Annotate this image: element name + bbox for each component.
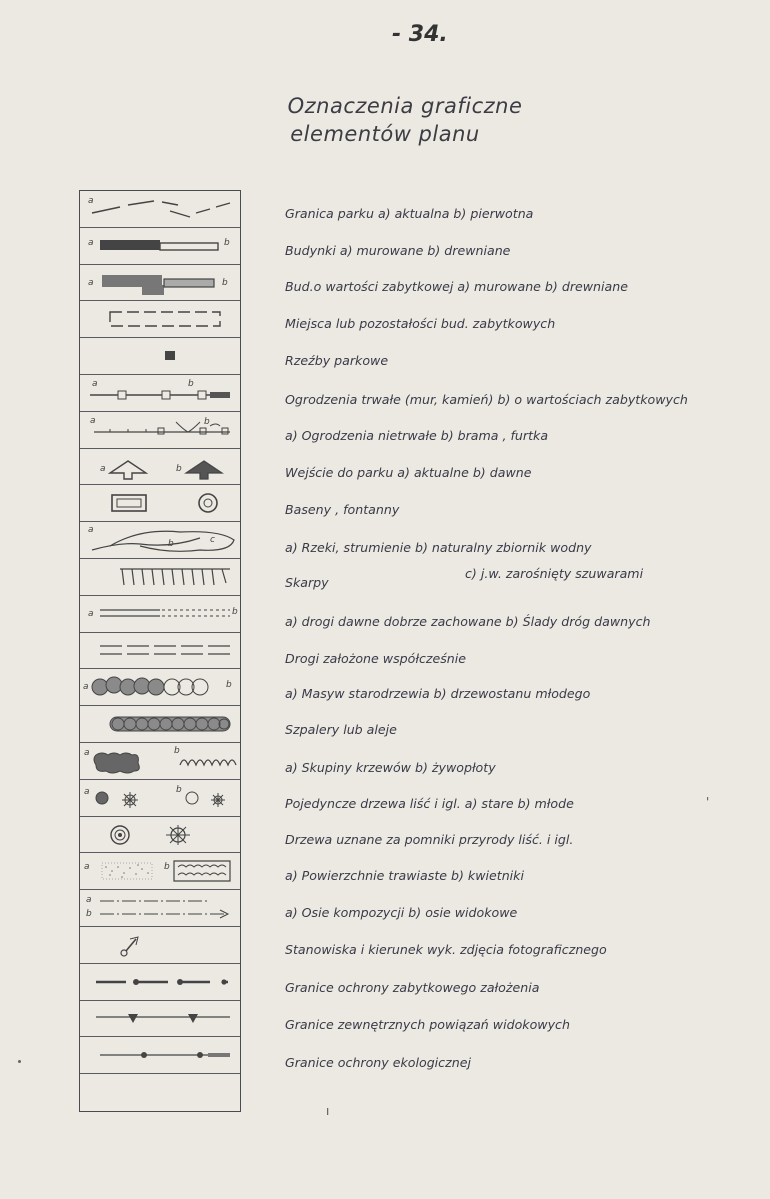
- desc-modern-roads: Drogi założone współcześnie: [285, 651, 467, 666]
- desc-permanent-fence: Ogrodzenia trwałe (mur, kamień) b) o wartościach zabytkowych: [285, 392, 688, 407]
- symbol-label-a: a: [88, 196, 94, 206]
- legend-row-escarpment: [80, 559, 240, 596]
- symbol-label-a: a: [84, 862, 90, 873]
- desc-photo-position: Stanowiska i kierunek wyk. zdjęcia fotograficznego: [285, 942, 607, 957]
- park-entrance-icon: [80, 449, 240, 485]
- legend-row-modern-roads: [80, 633, 240, 670]
- park-boundary-icon: [80, 191, 240, 227]
- modern-roads-icon: [80, 633, 240, 669]
- symbol-label-a: a: [83, 682, 89, 693]
- legend-row-tree-alley: [80, 706, 240, 743]
- desc-historic-remains: Miejsca lub pozostałości bud. zabytkowych: [285, 316, 556, 331]
- stray-mark: ': [706, 795, 710, 809]
- desc-escarpment-c: c) j.w. zarośnięty szuwarami: [465, 566, 644, 581]
- heritage-protection-icon: [80, 964, 240, 1000]
- legend-row-park-entrance: [80, 449, 240, 486]
- symbol-label-b: b: [168, 539, 174, 550]
- permanent-fence-icon: [80, 375, 240, 411]
- symbol-label-b: b: [174, 745, 180, 756]
- escarpment-icon: [80, 559, 240, 595]
- desc-buildings: Budynki a) murowane b) drewniane: [285, 243, 511, 258]
- symbol-label-a: a: [84, 786, 90, 797]
- symbol-label-a: a: [84, 747, 90, 758]
- buildings-icon: [80, 228, 240, 264]
- footer-mark: ı: [326, 1104, 330, 1118]
- legend-row-historic-buildings: [80, 265, 240, 302]
- title-line-1: Oznaczenia graficzne: [287, 94, 523, 118]
- desc-temporary-fence: a) Ogrodzenia nietrwałe b) brama , furtka: [285, 428, 549, 443]
- temporary-fence-icon: [80, 412, 240, 448]
- symbol-label-b: b: [222, 277, 228, 288]
- page-number: - 34.: [392, 22, 448, 47]
- legend-row-temporary-fence: [80, 412, 240, 449]
- desc-nature-monument: Drzewa uznane za pomniki przyrody liść. i igl.: [285, 832, 574, 847]
- symbol-label-a: a: [86, 895, 92, 906]
- desc-ecological-protection: Granice ochrony ekologicznej: [285, 1055, 471, 1070]
- legend-row-empty: [80, 1074, 240, 1111]
- single-trees-icon: [80, 780, 240, 816]
- pool-fountain-icon: [80, 485, 240, 521]
- legend-row-nature-monument: [80, 817, 240, 854]
- legend-row-single-trees: [80, 780, 240, 817]
- legend-row-tree-mass: [80, 669, 240, 706]
- symbol-label-b: b: [176, 463, 182, 474]
- water-icon: [80, 522, 240, 558]
- symbol-label-b: b: [204, 416, 210, 427]
- symbol-label-b: b: [188, 378, 194, 389]
- symbol-label-b: b: [164, 862, 170, 873]
- desc-water: a) Rzeki, strumienie b) naturalny zbiornik wodny: [285, 540, 592, 555]
- legend-row-lawn-flowerbed: [80, 853, 240, 890]
- desc-park-entrance: Wejście do parku a) aktualne b) dawne: [285, 465, 532, 480]
- desc-shrubs: a) Skupiny krzewów b) żywopłoty: [285, 760, 496, 775]
- legend-row-shrubs: [80, 743, 240, 780]
- sculpture-icon: [80, 338, 240, 374]
- legend-row-axes: [80, 890, 240, 927]
- axes-icon: [80, 890, 240, 926]
- symbol-label-a: a: [100, 463, 106, 474]
- desc-axes: a) Osie kompozycji b) osie widokowe: [285, 905, 518, 920]
- historic-remains-icon: [80, 301, 240, 337]
- symbol-label-b: b: [226, 680, 232, 691]
- symbol-label-b: b: [232, 606, 238, 617]
- legend-row-heritage-protection: [80, 964, 240, 1001]
- nature-monument-icon: [80, 817, 240, 853]
- paper-speck: [18, 1060, 21, 1063]
- desc-view-links: Granice zewnętrznych powiązań widokowych: [285, 1017, 570, 1032]
- legend-row-photo-position: [80, 927, 240, 964]
- legend-row-pool-fountain: [80, 485, 240, 522]
- desc-tree-mass: a) Masyw starodrzewia b) drzewostanu młodego: [285, 686, 591, 701]
- desc-tree-alley: Szpalery lub aleje: [285, 722, 397, 737]
- desc-historic-buildings: Bud.o wartości zabytkowej a) murowane b) drewniane: [285, 279, 628, 294]
- legend-row-park-boundary: [80, 191, 240, 228]
- legend-row-buildings: [80, 228, 240, 265]
- symbol-label-a: a: [90, 415, 96, 426]
- page-title: [0, 92, 770, 148]
- symbol-label-b: b: [224, 237, 230, 248]
- legend-row-water: [80, 522, 240, 559]
- old-roads-icon: [80, 596, 240, 632]
- legend-row-view-links: [80, 1001, 240, 1038]
- desc-escarpment: Skarpy: [285, 575, 329, 590]
- desc-heritage-protection: Granice ochrony zabytkowego założenia: [285, 980, 540, 995]
- legend-row-old-roads: [80, 596, 240, 633]
- title-line-2: elementów planu: [290, 122, 480, 146]
- ecological-protection-icon: [80, 1037, 240, 1073]
- shrubs-icon: [80, 743, 240, 779]
- symbol-label-c: c: [210, 535, 215, 546]
- symbol-label-b: b: [176, 784, 182, 795]
- symbol-label-a: a: [92, 378, 98, 389]
- symbol-label-a: a: [88, 277, 94, 288]
- desc-park-boundary: Granica parku a) aktualna b) pierwotna: [285, 206, 534, 221]
- symbol-label-a: a: [88, 237, 94, 248]
- photo-position-icon: [80, 927, 240, 963]
- desc-lawn-flowerbed: a) Powierzchnie trawiaste b) kwietniki: [285, 868, 524, 883]
- desc-single-trees: Pojedyncze drzewa liść i igl. a) stare b) młode: [285, 796, 574, 811]
- symbol-label-b: b: [86, 909, 92, 920]
- lawn-flowerbed-icon: [80, 853, 240, 889]
- legend-row-permanent-fence: [80, 375, 240, 412]
- legend-row-ecological-protection: [80, 1037, 240, 1074]
- desc-old-roads: a) drogi dawne dobrze zachowane b) Ślady dróg dawnych: [285, 614, 651, 629]
- tree-mass-icon: [80, 669, 240, 705]
- desc-sculpture: Rzeźby parkowe: [285, 353, 389, 368]
- symbol-label-a: a: [88, 525, 94, 536]
- legend-row-historic-remains: [80, 301, 240, 338]
- tree-alley-icon: [80, 706, 240, 742]
- symbol-label-a: a: [88, 608, 94, 619]
- legend-row-sculpture: [80, 338, 240, 375]
- desc-pool-fountain: Baseny , fontanny: [285, 502, 400, 517]
- historic-buildings-icon: [80, 265, 240, 301]
- legend-symbol-table: [79, 190, 241, 1112]
- view-links-icon: [80, 1001, 240, 1037]
